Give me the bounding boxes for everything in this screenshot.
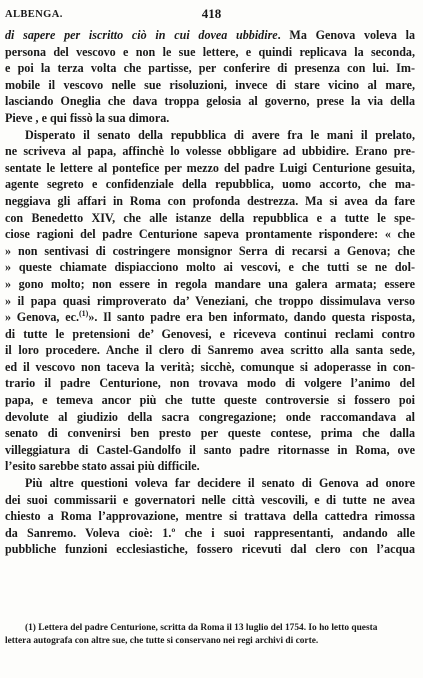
text-line <box>5 276 415 293</box>
text-line <box>5 127 415 144</box>
text-segment: Pieve , e qui fissò la sua dimora. <box>5 110 170 125</box>
text-line <box>5 210 415 227</box>
text-line <box>5 409 415 426</box>
footnote-line: lettera autografa con altre sue, che tutte si conservano nei regi archivi di corte. <box>5 636 319 646</box>
footnotes <box>5 622 415 648</box>
text-segment: trario il padre Centurione, non trovava modo di volgere l’animo del <box>5 376 415 391</box>
text-segment: di sapere per iscritto ciò in cui dovea ubbidire <box>5 28 278 42</box>
text-segment: chiesto a Roma l’approvazione, mentre si trattava della cattedra rimossa <box>5 509 415 524</box>
text-segment: . Ma Genova voleva la <box>277 28 415 42</box>
text-line <box>5 309 415 326</box>
running-head: ALBENGA. <box>5 9 63 20</box>
text-line <box>5 143 415 160</box>
text-line <box>5 375 415 392</box>
text-line <box>5 359 415 376</box>
text-line <box>5 176 415 193</box>
text-line <box>5 392 415 409</box>
text-segment: da Sanremo. Voleva cioè: 1.º che i suoi rappresentanti, andando alle <box>5 525 415 540</box>
text-line <box>5 541 415 558</box>
text-segment: ciose ragioni del padre Centurione sapeva prontamente rispondere: « che <box>5 227 415 242</box>
text-segment: devolute al giudizio della sacra congregazione; onde raccomandava al <box>5 409 415 424</box>
text-segment: sentate le lettere al pontefice per mezzo del padre Luigi Centurione gesuita, <box>5 160 415 175</box>
text-segment: ed il vescovo non taceva la verità; sicchè, comunque si adoperasse in con- <box>5 359 415 374</box>
text-segment: persona del vescovo e non le sue lettere, e quindi replicava la seconda, <box>5 44 415 59</box>
text-segment: mobile il vescovo nelle sue risoluzioni, invece di stare vicino al mare, <box>5 77 415 92</box>
text-line <box>5 425 415 442</box>
text-segment: Più altre questioni voleva far decidere il senato di Genova ad onore <box>25 476 415 491</box>
text-segment: con Benedetto XIV, che alle istanze della repubblica e a tutte le spe- <box>5 210 415 225</box>
text-line <box>5 193 415 210</box>
page-number: 418 <box>201 6 222 21</box>
text-segment: dei suoi commissarii e governatori nelle città vescovili, e di tutte ne avea <box>5 492 415 507</box>
text-segment: Disperato il senato della repubblica di avere fra le mani il prelato, <box>25 127 415 142</box>
text-line <box>5 243 415 260</box>
text-line <box>5 442 415 459</box>
text-line <box>5 458 415 475</box>
text-segment: agente segreto e confidenziale della repubblica, uomo accorto, che ma- <box>5 177 415 192</box>
text-line <box>5 226 415 243</box>
text-segment: il loro procedere. Anche il clero di Sanremo avea scritto alla santa sede, <box>5 343 415 358</box>
text-line <box>5 160 415 177</box>
text-line <box>5 508 415 525</box>
text-segment: lasciando Oneglia che dava troppa gelosia al governo, prese la via della <box>5 94 415 109</box>
text-line <box>5 326 415 343</box>
text-line <box>5 525 415 542</box>
body-text <box>5 27 415 558</box>
text-segment: papa, e temeva ancor più che tutte queste controversie si fossero poi <box>5 393 415 408</box>
text-line <box>5 27 415 44</box>
text-segment: » non sentivasi di costringere monsignor Serra di recarsi a Genova; che <box>5 243 415 258</box>
page-header <box>0 6 423 22</box>
text-segment: neggiava gli affari in Roma con profonda destrezza. Ma si avea da fare <box>5 193 415 208</box>
text-segment: » queste chiamate dispiacciono molto ai vescovi, e che tutti se ne dol- <box>5 260 415 275</box>
text-line <box>5 492 415 509</box>
text-segment: pubbliche funzioni ecclesiastiche, fossero ricevuti dal clero con l’acqua <box>5 542 415 557</box>
text-segment: ». Il santo padre era ben informato, dando questa risposta, <box>88 310 415 325</box>
text-line <box>5 77 415 94</box>
footnote-ref: (1) <box>78 309 89 319</box>
text-line <box>5 44 415 61</box>
text-line <box>5 259 415 276</box>
text-line <box>5 342 415 359</box>
text-segment: senato di convenirsi ben presto per queste contese, prima che dalla <box>5 426 415 441</box>
text-segment: villeggiatura di Castel-Gandolfo il santo padre ritornasse in Roma, ove <box>5 442 415 457</box>
text-segment: e poi la terza volta che partisse, per conferire di presenza con lui. Im- <box>5 61 415 76</box>
text-line <box>5 60 415 77</box>
text-line <box>5 293 415 310</box>
text-segment: » Genova, ec. <box>5 310 79 325</box>
text-segment: ne scriveva al papa, affinchè lo volesse obbligare ad ubbidire. Erano pre- <box>5 144 415 159</box>
text-line <box>5 110 415 127</box>
text-segment: di tutte le pretensioni de’ Genovesi, e riceveva continui reclami contro <box>5 326 415 341</box>
text-line <box>5 475 415 492</box>
text-segment: » gono molto; non essere in regola mandare una galera armata; essere <box>5 276 415 291</box>
text-line <box>5 93 415 110</box>
text-segment: » il papa quasi rimproverato da’ Veneziani, che troppo dissimulava verso <box>5 293 415 308</box>
text-segment: l’esito sarebbe stato assai più difficile. <box>5 459 200 474</box>
footnote-line: (1) Lettera del padre Centurione, scritta da Roma il 13 luglio del 1754. Io ho letto questa <box>25 623 378 633</box>
